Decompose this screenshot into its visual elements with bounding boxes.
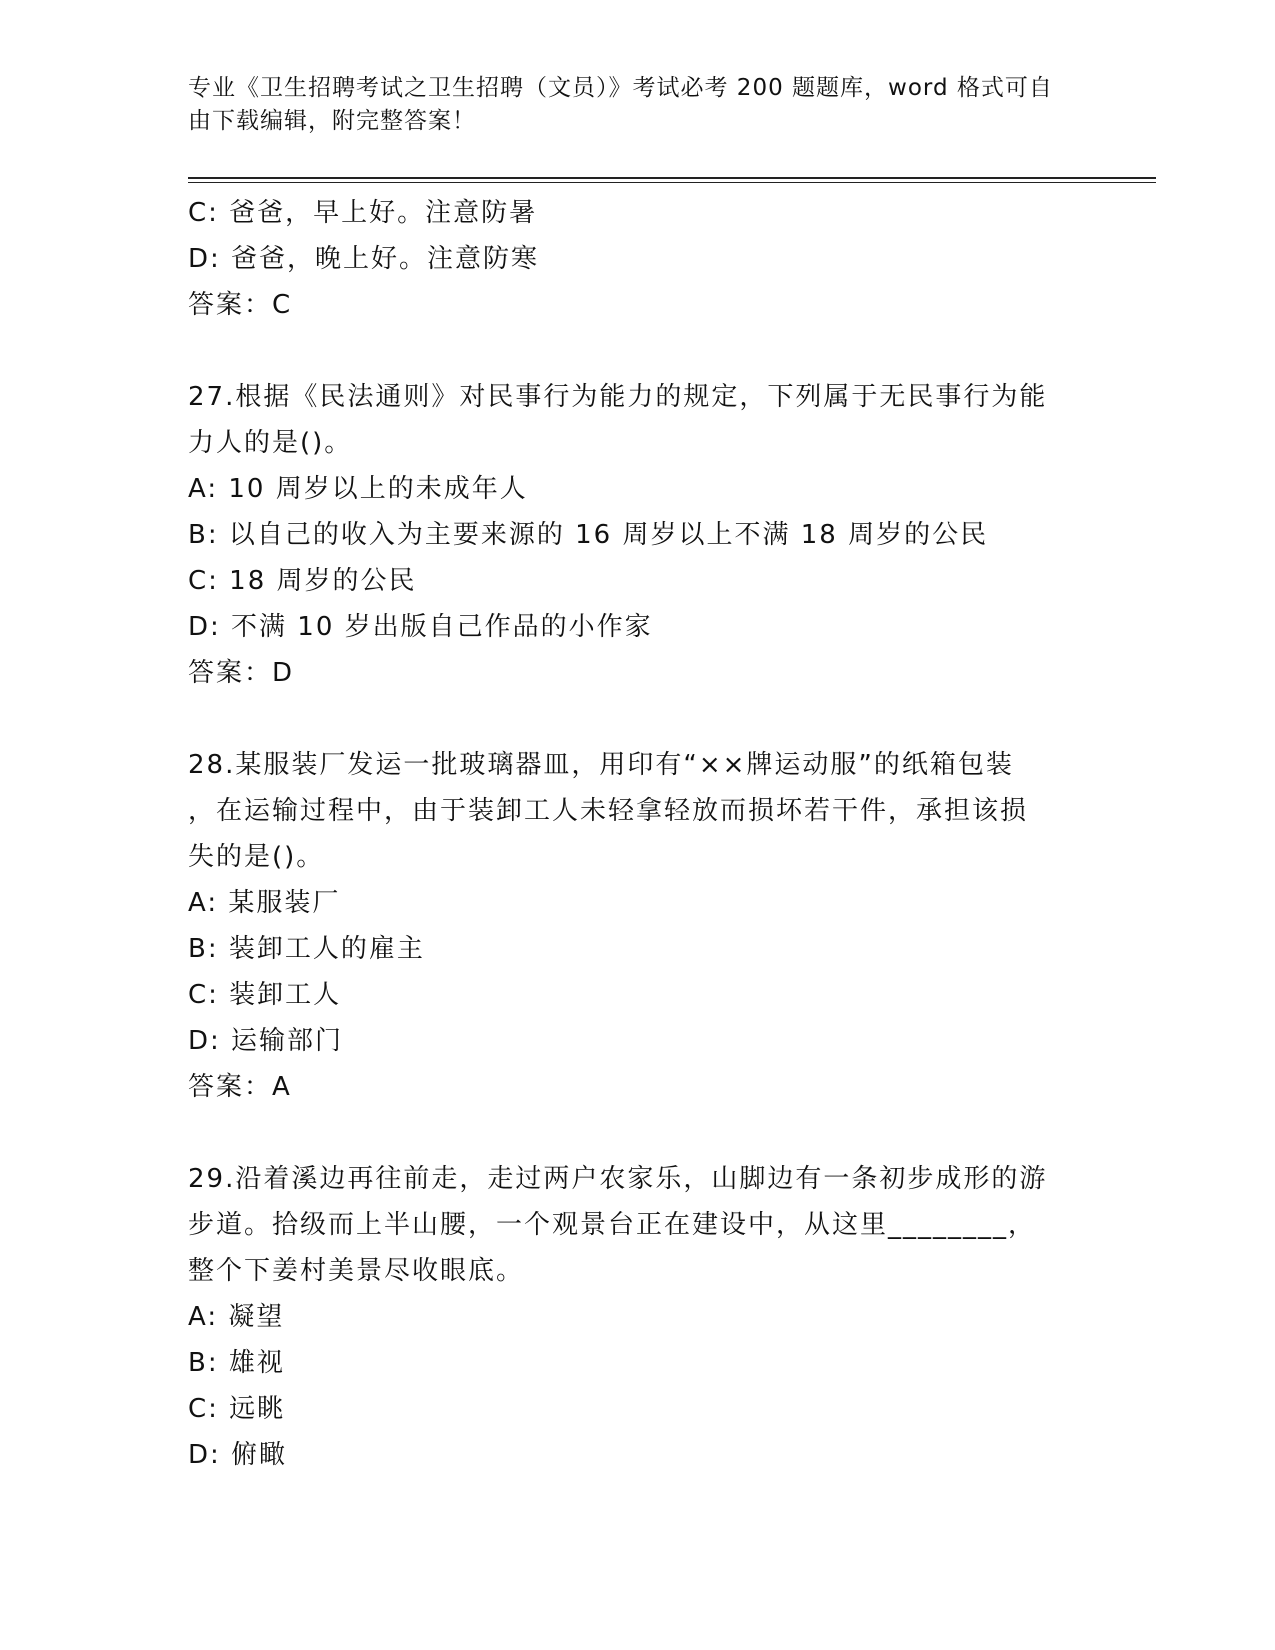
option-d: D: 爸爸，晚上好。注意防寒 — [188, 244, 540, 274]
option-b: B: 以自己的收入为主要来源的 16 周岁以上不满 18 周岁的公民 — [188, 520, 989, 550]
spacer — [188, 1110, 1088, 1156]
question-stem: 失的是()。 — [188, 842, 325, 872]
question-28 — [188, 742, 1088, 1110]
option-a: A: 某服装厂 — [188, 888, 341, 918]
question-stem: 步道。拾级而上半山腰，一个观景台正在建设中，从这里________， — [188, 1210, 1037, 1240]
spacer — [188, 328, 1088, 374]
question-stem: 27.根据《民法通则》对民事行为能力的规定，下列属于无民事行为能 — [188, 382, 1048, 412]
question-stem: 29.沿着溪边再往前走，走过两户农家乐，山脚边有一条初步成形的游 — [188, 1164, 1048, 1194]
prev-question — [188, 190, 1088, 328]
option-c: C: 爸爸，早上好。注意防暑 — [188, 198, 538, 228]
answer-line: 答案：C — [188, 290, 293, 320]
document-header — [188, 72, 1088, 138]
question-stem: 整个下姜村美景尽收眼底。 — [188, 1256, 525, 1286]
answer-line: 答案：A — [188, 1072, 292, 1102]
question-27 — [188, 374, 1088, 696]
option-d: D: 运输部门 — [188, 1026, 344, 1056]
question-stem: ，在运输过程中，由于装卸工人未轻拿轻放而损坏若干件，承担该损 — [188, 796, 1029, 826]
option-d: D: 不满 10 岁出版自己作品的小作家 — [188, 612, 653, 642]
question-stem: 28.某服装厂发运一批玻璃器皿，用印有“××牌运动服”的纸箱包装 — [188, 750, 1014, 780]
header-rule-thin — [188, 182, 1156, 183]
option-b: B: 雄视 — [188, 1348, 285, 1378]
option-c: C: 远眺 — [188, 1394, 286, 1424]
option-c: C: 装卸工人 — [188, 980, 342, 1010]
document-body — [188, 190, 1088, 1478]
option-a: A: 凝望 — [188, 1302, 285, 1332]
option-d: D: 俯瞰 — [188, 1440, 288, 1470]
header-line-1: 专业《卫生招聘考试之卫生招聘（文员）》考试必考 200 题题库，word 格式可自 — [188, 75, 1053, 101]
question-stem: 力人的是()。 — [188, 428, 353, 458]
header-rule-thick — [188, 177, 1156, 179]
spacer — [188, 696, 1088, 742]
option-c: C: 18 周岁的公民 — [188, 566, 417, 596]
option-a: A: 10 周岁以上的未成年人 — [188, 474, 528, 504]
header-line-2: 由下载编辑，附完整答案！ — [188, 108, 476, 134]
answer-line: 答案：D — [188, 658, 295, 688]
question-29 — [188, 1156, 1088, 1478]
option-b: B: 装卸工人的雇主 — [188, 934, 425, 964]
